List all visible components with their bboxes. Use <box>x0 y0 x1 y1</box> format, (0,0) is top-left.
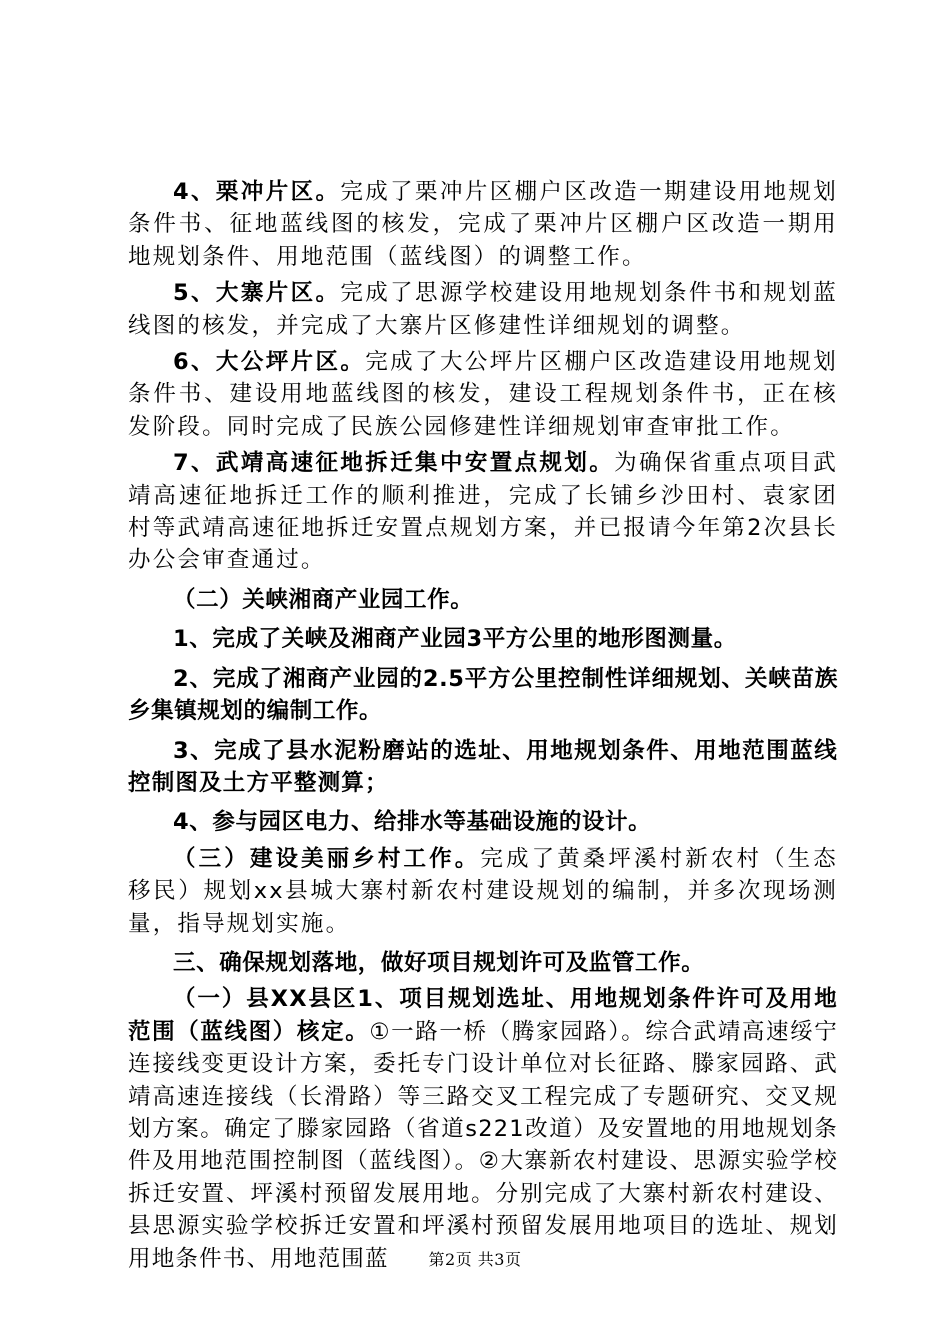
paragraph-text: 完成了栗冲片区棚户区改造一期建设用地规划条件书、征地蓝线图的核发，完成了栗冲片区棚户区改造一期用地规划条件、用地范围（蓝线图）的调整工作。 <box>128 179 838 270</box>
paragraph-dazhai <box>128 277 838 342</box>
paragraph-text: 完成了思源学校建设用地规划条件书和规划蓝线图的核发，并完成了大寨片区修建性详细规划的调整。 <box>128 280 838 339</box>
paragraph-lead: 三、确保规划落地，做好项目规划许可及监管工作。 <box>173 949 705 976</box>
section-heading-planning-permits <box>128 947 838 979</box>
paragraph-lichong <box>128 176 838 273</box>
paragraph-lead: 3、完成了县水泥粉磨站的选址、用地规划条件、用地范围蓝线控制图及土方平整测算； <box>128 737 838 796</box>
paragraph-text: 为确保省重点项目武靖高速征地拆迁工作的顺利推进，完成了长铺乡沙田村、袁家团村等武靖高速征地拆迁安置点规划方案，并已报请今年第2次县长办公会审查通过。 <box>128 450 838 574</box>
paragraph-guanxia-item-4 <box>128 806 838 838</box>
paragraph-lead: 5、大寨片区。 <box>173 280 341 307</box>
paragraph-lead: （三）建设美丽乡村工作。 <box>173 845 481 872</box>
paragraph-guanxia-item-2 <box>128 663 838 728</box>
paragraph-lead: 7、武靖高速征地拆迁集中安置点规划。 <box>173 450 615 477</box>
paragraph-lead: 4、栗冲片区。 <box>173 179 341 205</box>
paragraph-county-district <box>128 983 838 1275</box>
section-heading-guanxia <box>128 584 838 616</box>
paragraph-dagongping <box>128 346 838 443</box>
paragraph-lead: 6、大公坪片区。 <box>173 349 366 376</box>
paragraph-lead: 2、完成了湘商产业园的2.5平方公里控制性详细规划、关峡苗族乡集镇规划的编制工作。 <box>128 665 838 725</box>
page-footer: 第2页 共3页 <box>428 1250 522 1269</box>
paragraph-text: 完成了大公坪片区棚户区改造建设用地规划条件书、建设用地蓝线图的核发，建设工程规划条件书，正在核发阶段。同时完成了民族公园修建性详细规划审查审批工作。 <box>128 349 838 440</box>
paragraph-lead: 1、完成了关峡及湘商产业园3平方公里的地形图测量。 <box>173 626 737 653</box>
paragraph-guanxia-item-1 <box>128 623 838 655</box>
document-body <box>128 176 838 1275</box>
paragraph-lead: （一）县XX县区1、项目规划选址、用地规划条件许可及用地范围（蓝线图）核定。 <box>128 986 838 1045</box>
paragraph-text: 完成了黄桑坪溪村新农村（生态移民）规划xx县城大寨村新农村建设规划的编制，并多次现场测量，指导规划实施。 <box>128 845 838 937</box>
paragraph-lead: （二）关峡湘商产业园工作。 <box>173 586 474 613</box>
paragraph-text: ①一路一桥（腾家园路）。综合武靖高速绥宁连接线变更设计方案，委托专门设计单位对长征路、滕家园路、武靖高速连接线（长滑路）等三路交叉工程完成了专题研究、交叉规划方案。确定了滕家园路（省道s221改道）及安置地的用地规划条件及用地范围控制图（蓝线图）。②大寨新农村建设、思源实验学校拆迁安置、坪溪村预留发展用地。分别完成了大寨村新农村建设、县思源实验学校拆迁安置和坪溪村预留发展用地项目的选址、规划用地条件书、用地范围蓝 <box>128 1018 838 1272</box>
paragraph-wujing-resettlement <box>128 447 838 577</box>
paragraph-lead: 4、参与园区电力、给排水等基础设施的设计。 <box>173 809 652 836</box>
paragraph-beautiful-village <box>128 843 838 940</box>
paragraph-guanxia-item-3 <box>128 735 838 800</box>
